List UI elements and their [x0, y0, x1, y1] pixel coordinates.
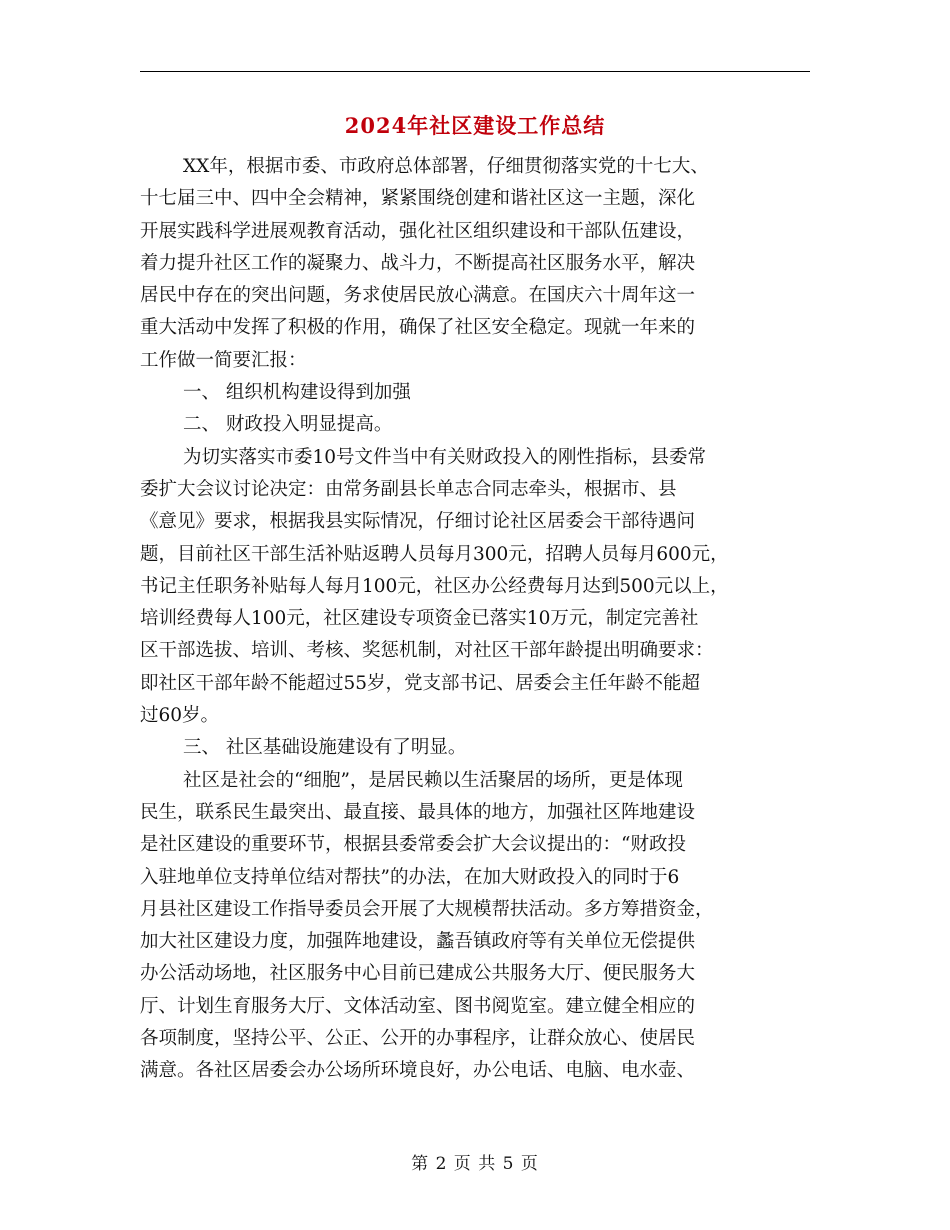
text-line: 委扩大会议讨论决定：由常务副县长单志合同志牵头，根据市、县	[140, 478, 677, 500]
text-line: 即社区干部年龄不能超过55岁，党支部书记、居委会主任年龄不能超	[140, 672, 701, 694]
text-line: 厅、计划生育服务大厅、文体活动室、图书阅览室。建立健全相应的	[140, 995, 696, 1017]
text-line: 培训经费每人100元，社区建设专项资金已落实10万元，制定完善社	[140, 608, 699, 630]
text-line: 满意。各社区居委会办公场所环境良好，办公电话、电脑、电水壶、	[140, 1060, 696, 1082]
text-line: 各项制度，坚持公平、公正、公开的办事程序，让群众放心、使居民	[140, 1028, 696, 1050]
text-line: 加大社区建设力度，加强阵地建设，蠡吾镇政府等有关单位无偿提供	[140, 931, 696, 953]
page-footer: 第 2 页 共 5 页	[411, 1154, 539, 1174]
text-line: 入驻地单位支持单位结对帮扶”的办法，在加大财政投入的同时于6	[140, 866, 680, 888]
text-line: 开展实践科学进展观教育活动，强化社区组织建设和干部队伍建设，	[140, 220, 696, 242]
text-line: 过60岁。	[140, 705, 220, 727]
text-line: 一、 组织机构建设得到加强	[183, 382, 411, 404]
text-line: 月县社区建设工作指导委员会开展了大规模帮扶活动。多方筹措资金，	[140, 898, 714, 920]
document-title: 2024年社区建设工作总结	[344, 113, 606, 138]
text-line: 《意见》要求，根据我县实际情况，仔细讨论社区居委会干部待遇问	[140, 511, 696, 533]
text-line: 书记主任职务补贴每人每月100元，社区办公经费每月达到500元以上，	[140, 575, 729, 597]
text-line: 居民中存在的突出问题，务求使居民放心满意。在国庆六十周年这一	[140, 285, 696, 307]
text-line: 着力提升社区工作的凝聚力、战斗力，不断提高社区服务水平，解决	[140, 252, 696, 274]
text-line: 工作做一简要汇报：	[140, 349, 307, 371]
text-line: XX年，根据市委、市政府总体部署，仔细贯彻落实党的十七大、	[183, 156, 709, 177]
text-line: 是社区建设的重要环节，根据县委常委会扩大会议提出的：“财政投	[140, 834, 686, 856]
text-line: 十七届三中、四中全会精神，紧紧围绕创建和谐社区这一主题，深化	[140, 188, 696, 210]
text-line: 民生，联系民生最突出、最直接、最具体的地方，加强社区阵地建设	[140, 801, 696, 823]
text-line: 题，目前社区干部生活补贴返聘人员每月300元，招聘人员每月600元，	[140, 543, 729, 565]
text-line: 重大活动中发挥了积极的作用，确保了社区安全稳定。现就一年来的	[140, 317, 696, 339]
document-body	[140, 151, 830, 1088]
header-rule	[140, 71, 810, 72]
text-line: 为切实落实市委10号文件当中有关财政投入的刚性指标，县委常	[183, 446, 707, 468]
text-line: 社区是社会的“细胞”，是居民赖以生活聚居的场所，更是体现	[183, 769, 683, 791]
text-line: 二、 财政投入明显提高。	[183, 414, 393, 436]
text-line: 办公活动场地，社区服务中心目前已建成公共服务大厅、便民服务大	[140, 963, 696, 985]
text-line: 区干部选拔、培训、考核、奖惩机制，对社区干部年龄提出明确要求：	[140, 640, 714, 662]
text-line: 三、 社区基础设施建设有了明显。	[183, 737, 467, 759]
